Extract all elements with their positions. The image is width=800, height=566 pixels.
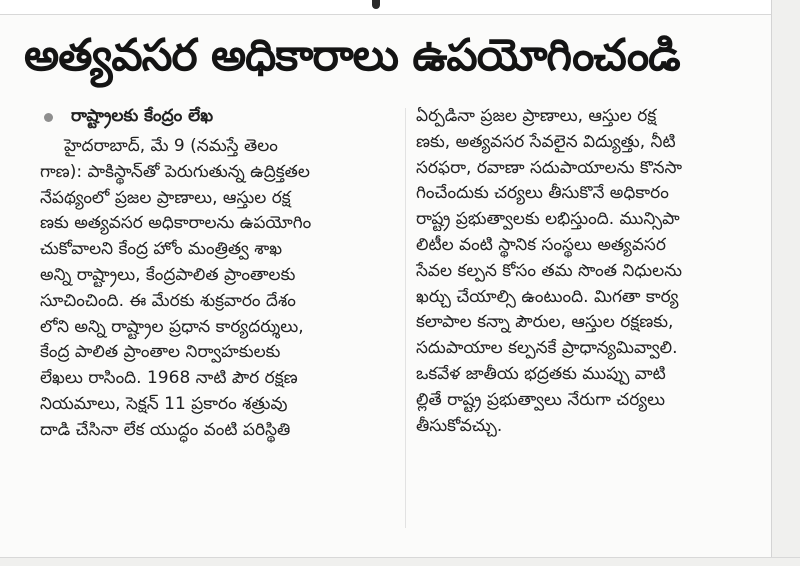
right-line-9: కలాపాల కన్నా పౌరుల, ఆస్తుల రక్షణకు,: [416, 312, 674, 333]
left-line-6: అన్ని రాష్ట్రాలు, కేంద్రపాలిత ప్రాంతాలకు: [40, 264, 296, 285]
column-divider: [405, 108, 406, 528]
top-rule: [0, 0, 800, 15]
top-ink-mark: [372, 0, 380, 9]
right-line-12: ల్లితే రాష్ట్ర ప్రభుత్వాలు నేరుగా చర్యలు: [416, 389, 666, 410]
left-line-10: లేఖలు రాసింది. 1968 నాటి పౌర రక్షణ: [40, 368, 298, 389]
left-line-8: లోని అన్ని రాష్ట్రాల ప్రధాన కార్యదర్శులు,: [40, 316, 304, 337]
right-line-4: గించేందుకు చర్యలు తీసుకొనే అధికారం: [416, 183, 669, 204]
right-line-13: తీసుకోవచ్చు.: [416, 415, 503, 436]
right-line-6: లిటీల వంటి స్థానిక సంస్థలు అత్యవసర: [416, 234, 666, 255]
left-line-1: హైదరాబాద్, మే 9 (నమస్తే తెలం: [64, 136, 278, 156]
left-column: [40, 104, 396, 444]
right-line-10: సదుపాయాల కల్పనకే ప్రాధాన్యమివ్వాలి.: [416, 338, 678, 359]
right-line-8: ఖర్చు చేయాల్సి ఉంటుంది. మిగతా కార్య: [416, 286, 679, 307]
left-line-11: నియమాలు, సెక్షన్ 11 ప్రకారం శత్రువు: [40, 393, 288, 414]
right-line-3: సరఫరా, రవాణా సదుపాయాలను కొనసా: [416, 157, 683, 178]
right-line-5: రాష్ట్ర ప్రభుత్వాలకు లభిస్తుంది. మున్సిపా: [416, 209, 680, 230]
left-line-4: ణకు అత్యవసర అధికారాలను ఉపయోగిం: [40, 213, 312, 234]
left-line-9: కేంద్ర పాలిత ప్రాంతాల నిర్వాహకులకు: [40, 342, 281, 363]
left-line-5: చుకోవాలని కేంద్ర హోం మంత్రిత్వ శాఖ: [40, 239, 283, 260]
page-right-edge: [771, 0, 800, 566]
right-line-7: సేవల కల్పన కోసం తమ సొంత నిధులను: [416, 260, 683, 281]
left-line-7: సూచించింది. ఈ మేరకు శుక్రవారం దేశం: [40, 290, 296, 311]
right-column: [416, 104, 752, 439]
article-subheading: [40, 104, 396, 130]
right-line-11: ఒకవేళ జాతీయ భద్రతకు ముప్పు వాటి: [416, 363, 666, 384]
left-line-2: గాణ): పాకిస్థాన్‌తో పెరుగుతున్న ఉద్రిక్తతల: [40, 161, 310, 182]
right-line-2: ణకు, అత్యవసర సేవలైన విద్యుత్తు, నీటి: [416, 131, 676, 152]
bullet-icon: [44, 113, 53, 122]
left-line-12: దాడి చేసినా లేక యుద్ధం వంటి పరిస్థితి: [40, 419, 291, 440]
left-line-3: నేపథ్యంలో ప్రజల ప్రాణాలు, ఆస్తుల రక్ష: [40, 187, 291, 208]
subheading-text: రాష్ట్రాలకు కేంద్రం లేఖ: [71, 106, 214, 127]
bottom-rule: [0, 557, 800, 566]
article-headline: అత్యవసర అధికారాలు ఉపయోగించండి: [24, 30, 680, 81]
right-line-1: ఏర్పడినా ప్రజల ప్రాణాలు, ఆస్తుల రక్ష: [416, 106, 657, 126]
